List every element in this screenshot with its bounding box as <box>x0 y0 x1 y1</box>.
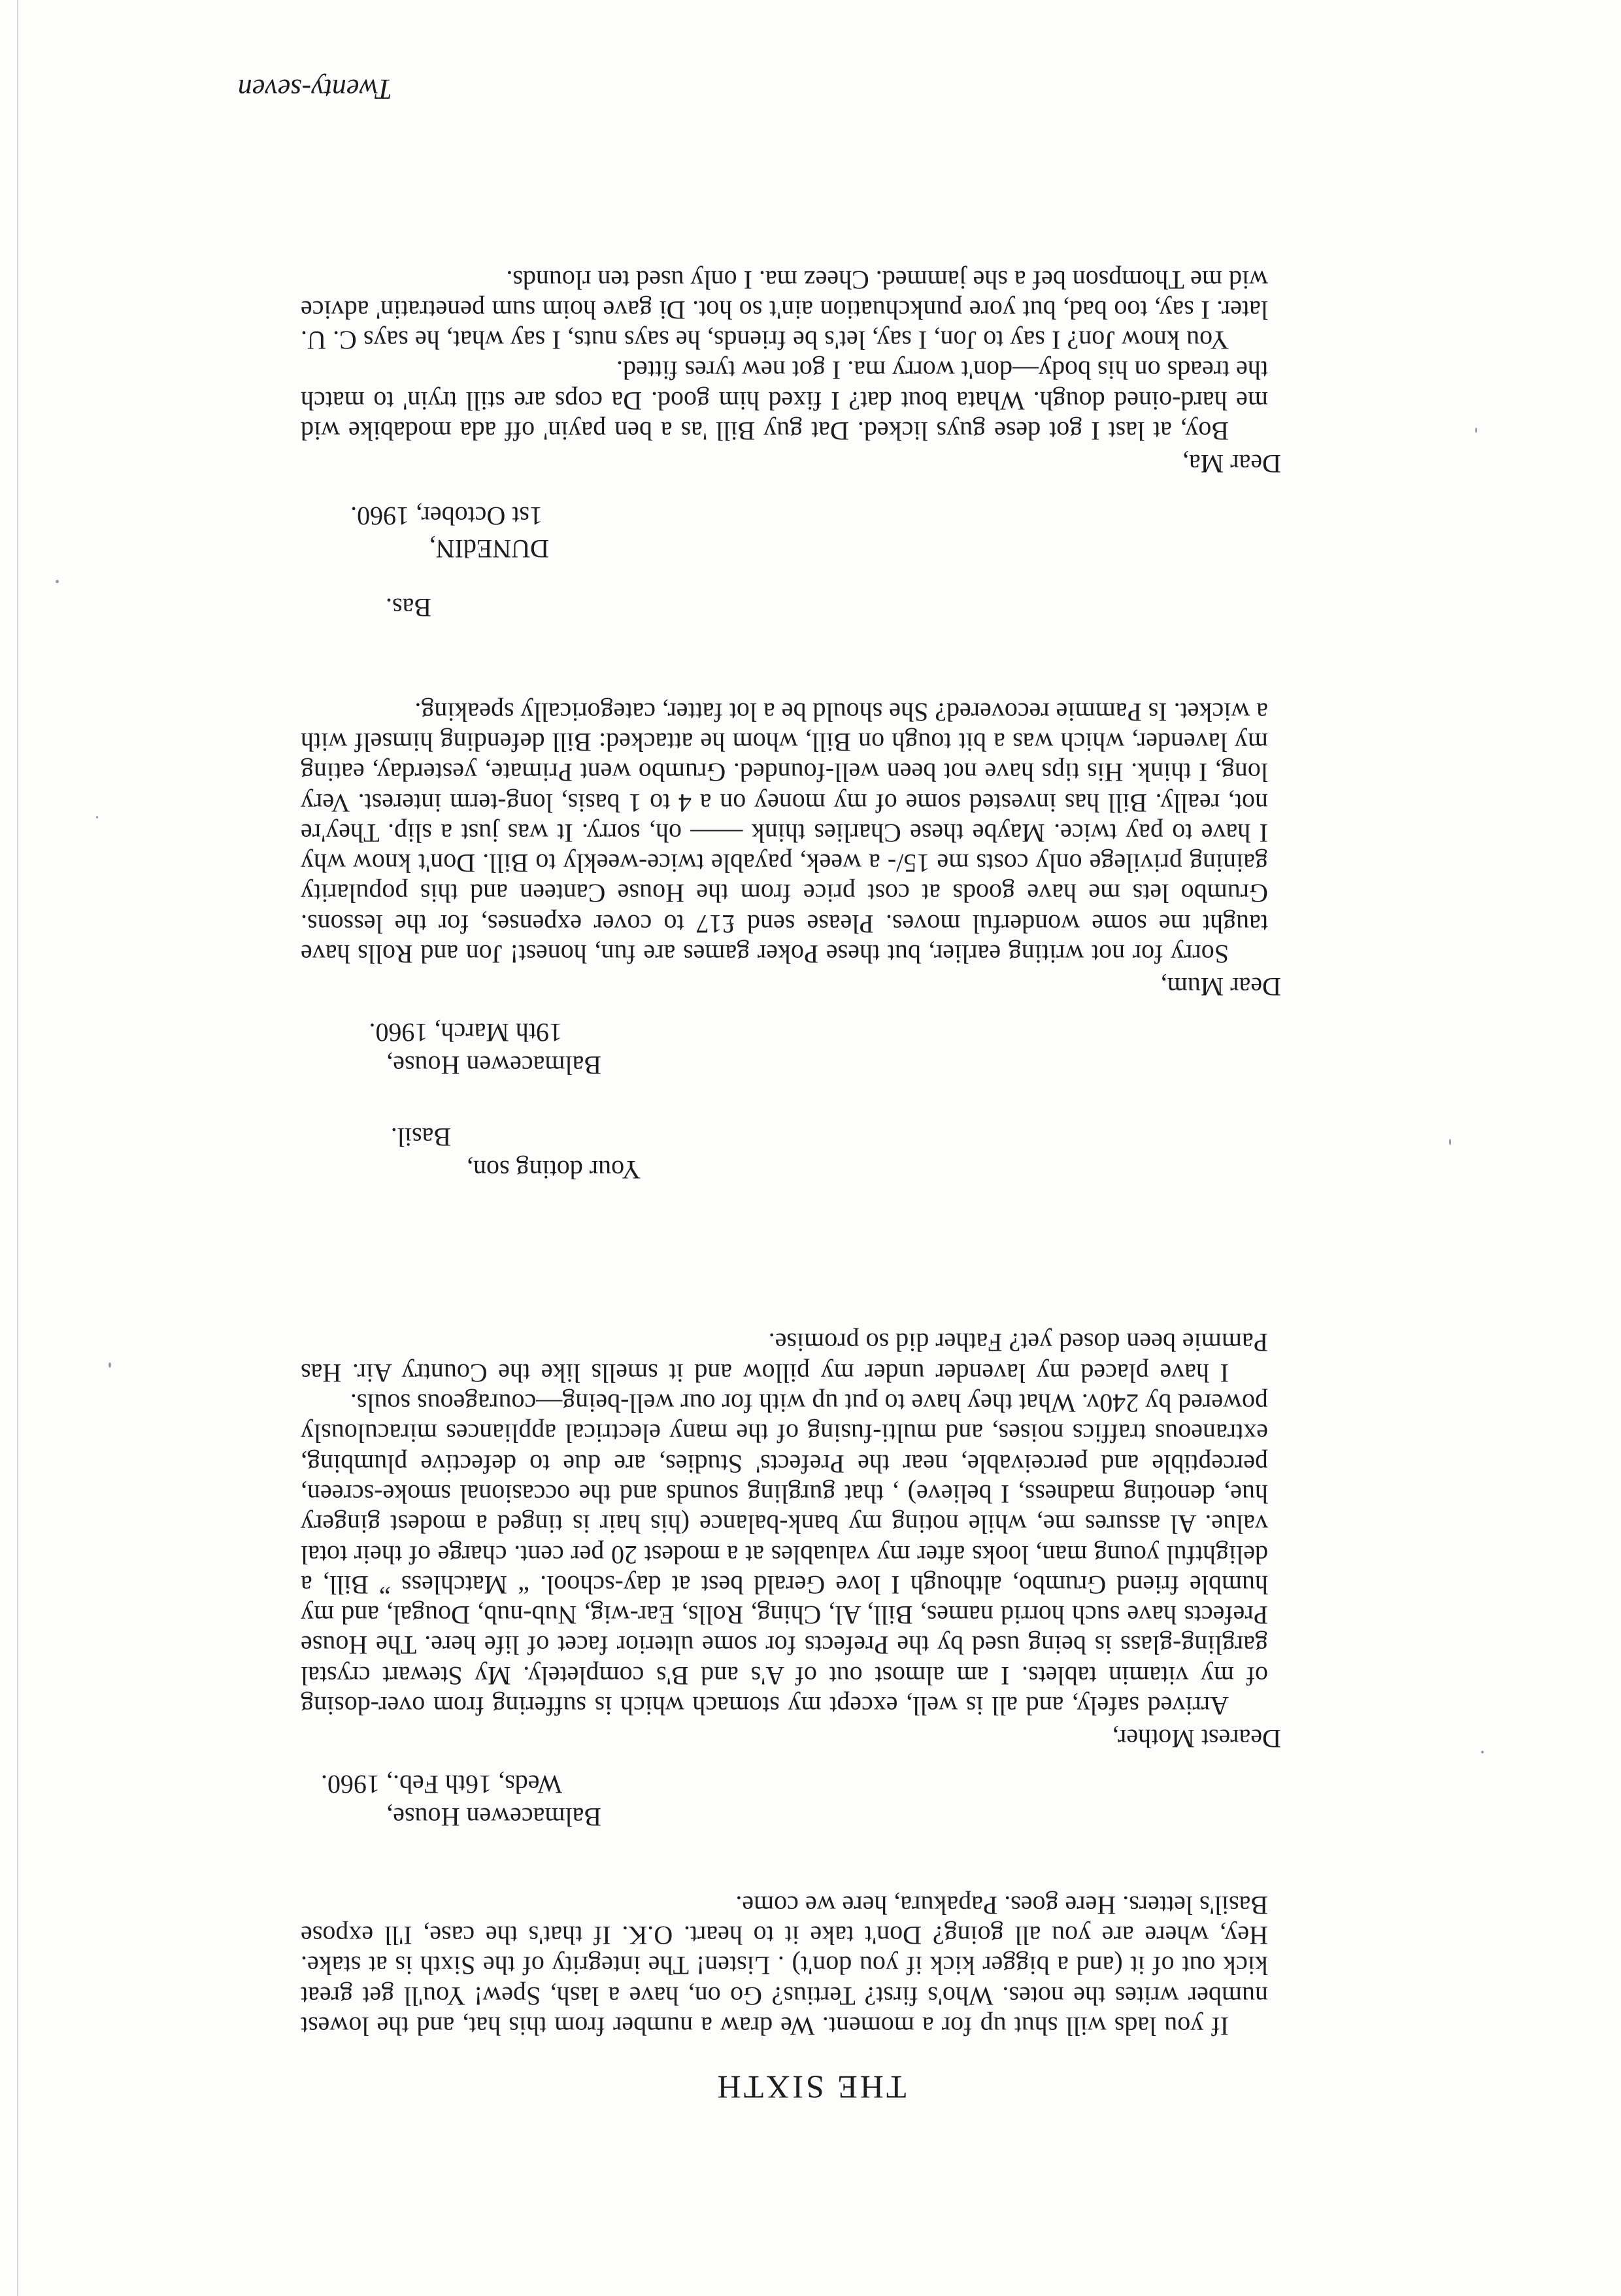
scan-edge-shadow <box>17 0 18 2296</box>
letter2-paragraph: Sorry for not writing earlier, but these Poker games are fun, honest! Jon and Rolls have taught me some wonderful moves. Please send £17 to cover expenses, for the lessons. Grumbo lets me have goods at cost price from the House Canteen and this popularity gaining privilege only costs me 15/- a week, payable twice-weekly to Bill. Don't know why I have to pay twice. Maybe these Charlies think —— oh, sorry. It was just a slip. They're not, really. Bill has invested some of my money on a 4 to 1 basis, long-term interest. Very long, I think. His tips have not been well-founded. Grumbo went Primate, yesterday, eating my lavender, which was a bit tough on Bill, whom he attacked: Bill defending himself with a wicket. Is Pammie recovered? She should be a lot fatter, categorically speaking. <box>301 697 1268 969</box>
scan-speck <box>56 580 59 583</box>
letter3-paragraph: Boy, at last I got dese guys licked. Dat guy Bill 'as a ben payin' off ada modabike wid me hard-oined dough. Whata bout dat? I fixed him good. Da cops are still tryin' to match the treads on his body—don't worry ma. I got new tyres fitted. <box>301 356 1268 446</box>
letter3-date: 1st October, 1960. <box>350 501 543 531</box>
letter2-signature: Bas. <box>386 593 431 622</box>
letter1-date: Weds, 16th Feb., 1960. <box>321 1770 562 1799</box>
letter2-date: 19th March, 1960. <box>369 1018 562 1047</box>
running-head: THE SIXTH <box>714 2069 907 2106</box>
scan-speck <box>1449 1139 1451 1145</box>
letter3-body <box>301 264 1268 446</box>
letter3-address: DUNEdIN, <box>429 534 549 564</box>
letter1-address: Balmacewen House, <box>386 1802 601 1832</box>
letter1-paragraph: Arrived safely, and all is well, except my stomach which is suffering from over-dosing of my vitamin tablets. I am almost out of A's and B's completely. My Stewart crystal gargling-glass is being used by the Prefects for some ulterior facet of life here. The House Prefects have such horrid names, Bill, Al, Ching, Rolls, Ear-wig, Nub-nub, Dougal, and my humble friend Grumbo, although I love Gerald best at day-school. “ Matchless ” Bill, a delightful young man, looks after my valuables at a modest 20 per cent. charge of their total value. Al assures me, while noting my bank-balance (his hair is tinged a modest gingery hue, denoting madness, I believe) , that gurgling sounds and the occasional smoke-screen, perceptible and perceivable, near the Prefects' Studies, are due to defective plumbing, extraneous traffics noises, and multi-fusing of the many electrical appliances miraculously powered by 240v. What they have to put up with for our well-being—courageous souls. <box>301 1389 1268 1721</box>
letter1-closing: Your doting son, <box>467 1155 641 1185</box>
letter1-body <box>301 1327 1268 1721</box>
intro-text: If you lads will shut up for a moment. We draw a number from this hat, and the lowest number writes the notes. Who's first? Tertius? Go on, have a lash, Spew! You'll get great kick out of it (and a bigger kick if you don't) . Listen! The integrity of the Sixth is at stake. Hey, where are you all going? Don't take it to heart. O.K. If that's the case, I'll expose Basil's letters. Here goes. Papakura, here we come. <box>301 1890 1268 2041</box>
letter2-salutation: Dear Mum, <box>1160 972 1281 1002</box>
letter3-salutation: Dear Ma, <box>1182 449 1281 479</box>
scan-speck <box>1475 428 1477 433</box>
letter3-paragraph: You know Jon? I say to Jon, I say, let's be friends, he says nuts, I say what, he says C. U. later. I say, too bad, but yore punkchuation ain't so hot. Di gave hoim sum penetratin' advice wid me Thompson bef a she jammed. Cheez ma. I only used ten rlounds. <box>301 265 1268 356</box>
letter1-signature: Basil. <box>390 1123 451 1152</box>
letter2-address: Balmacewen House, <box>386 1051 601 1080</box>
scan-speck <box>1481 1751 1484 1753</box>
scan-speck <box>109 1362 111 1368</box>
letter1-salutation: Dearest Mother, <box>1112 1724 1281 1753</box>
letter1-paragraph: I have placed my lavender under my pillow and it smells like the Country Air. Has Pammie been dosed yet? Father did so promise. <box>301 1328 1268 1388</box>
letter2-body <box>301 696 1268 969</box>
scan-speck <box>96 816 98 819</box>
intro-paragraph <box>301 1890 1268 2041</box>
page-folio: Twenty-seven <box>237 73 392 105</box>
